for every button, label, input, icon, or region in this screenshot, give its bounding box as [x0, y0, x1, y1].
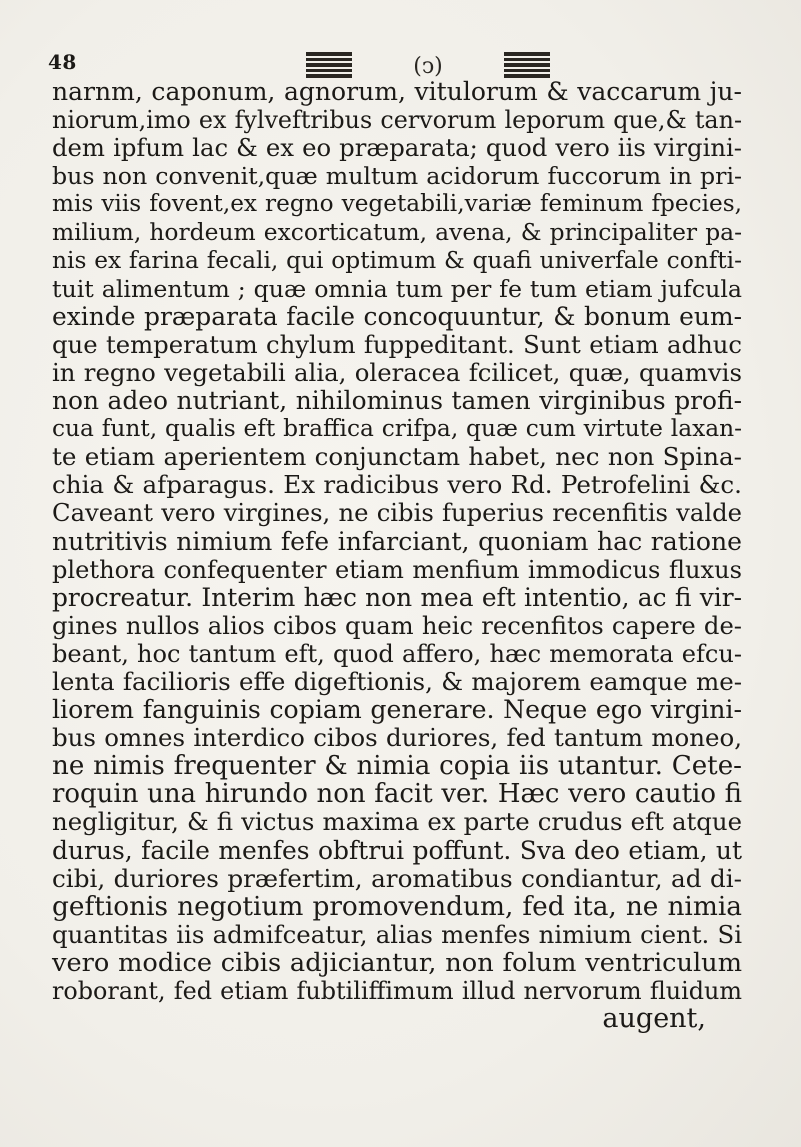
ornament-center-glyph: (ↄ): [413, 54, 443, 79]
body-text: [52, 78, 742, 1033]
text-line: exinde præparata facile concoquuntur, & bonum eum-: [52, 301, 742, 331]
text-line: narnm, caponum, agnorum, vitulorum & vaccarum ju-: [52, 77, 742, 106]
text-line: beant, hoc tantum eft, quod affero, hæc memorata efcu-: [52, 639, 742, 668]
text-line: liorem fanguinis copiam generare. Neque ego virgini-: [52, 695, 742, 725]
text-line: bus non convenit,quæ multum acidorum fuccorum in pri-: [52, 162, 742, 191]
text-line: que temperatum chylum fuppeditant. Sunt etiam adhuc: [52, 329, 742, 359]
text-line: ne nimis frequenter & nimia copia iis utantur. Cete-: [52, 751, 742, 782]
text-line: roquin una hirundo non facit ver. Hæc vero cautio fi: [52, 779, 742, 810]
text-line: cibi, duriores præfertim, aromatibus condiantur, ad di-: [52, 863, 742, 893]
text-line: geftionis negotium promovendum, fed ita, ne nimia: [52, 891, 742, 922]
text-line: bus omnes interdico cibos duriores, fed tantum moneo,: [52, 723, 742, 753]
text-line: procreatur. Interim hæc non mea eft intentio, ac fi vir-: [52, 582, 742, 612]
text-line: dem ipfum lac & ex eo præparata; quod vero iis virgini-: [52, 133, 742, 163]
text-line: mis viis fovent,ex regno vegetabili,variæ feminum fpecies,: [52, 190, 742, 218]
text-line: gines nullos alios cibos quam heic recenfitos capere de-: [52, 610, 742, 640]
text-line: Caveant vero virgines, ne cibis fuperius recenfitis valde: [52, 498, 742, 528]
catchword-row: [52, 1005, 742, 1033]
text-line: quantitas iis admifceatur, alias menfes nimium cient. Si: [52, 919, 742, 949]
text-line: durus, facile menfes obftrui poffunt. Sva deo etiam, ut: [52, 835, 742, 865]
text-line: plethora confequenter etiam menfium immodicus fluxus: [52, 555, 742, 584]
text-line: te etiam aperientem conjunctam habet, nec non Spina-: [52, 442, 742, 472]
catchword: augent,: [602, 1003, 706, 1035]
text-line: roborant, fed etiam fubtiliffimum illud nervorum fluidum: [52, 977, 742, 1005]
text-line: nis ex farina fecali, qui optimum & quafi univerfale confti-: [52, 246, 742, 274]
text-line: non adeo nutriant, nihilominus tamen virginibus profi-: [52, 386, 742, 416]
page-number: 48: [48, 50, 77, 74]
text-line: niorum,imo ex fylveftribus cervorum leporum que,& tan-: [52, 106, 742, 135]
text-line: negligitur, & fi victus maxima ex parte crudus eft atque: [52, 807, 742, 837]
text-line: chia & afparagus. Ex radicibus vero Rd. Petrofelini &c.: [52, 470, 742, 500]
text-line: in regno vegetabili alia, oleracea fcilicet, quæ, quamvis: [52, 357, 742, 387]
text-line: tuit alimentum ; quæ omnia tum per fe tum etiam jufcula: [52, 274, 742, 303]
text-line: vero modice cibis adjiciantur, non folum ventriculum: [52, 947, 742, 978]
text-line: lenta facilioris effe digeftionis, & majorem eamque me-: [52, 666, 742, 696]
text-line: nutritivis nimium fefe infarciant, quoniam hac ratione: [52, 526, 742, 556]
text-line: cua funt, qualis eft braffica crifpa, quæ cum virtute laxan-: [52, 415, 742, 443]
text-line: milium, hordeum excorticatum, avena, & principaliter pa-: [52, 218, 742, 247]
